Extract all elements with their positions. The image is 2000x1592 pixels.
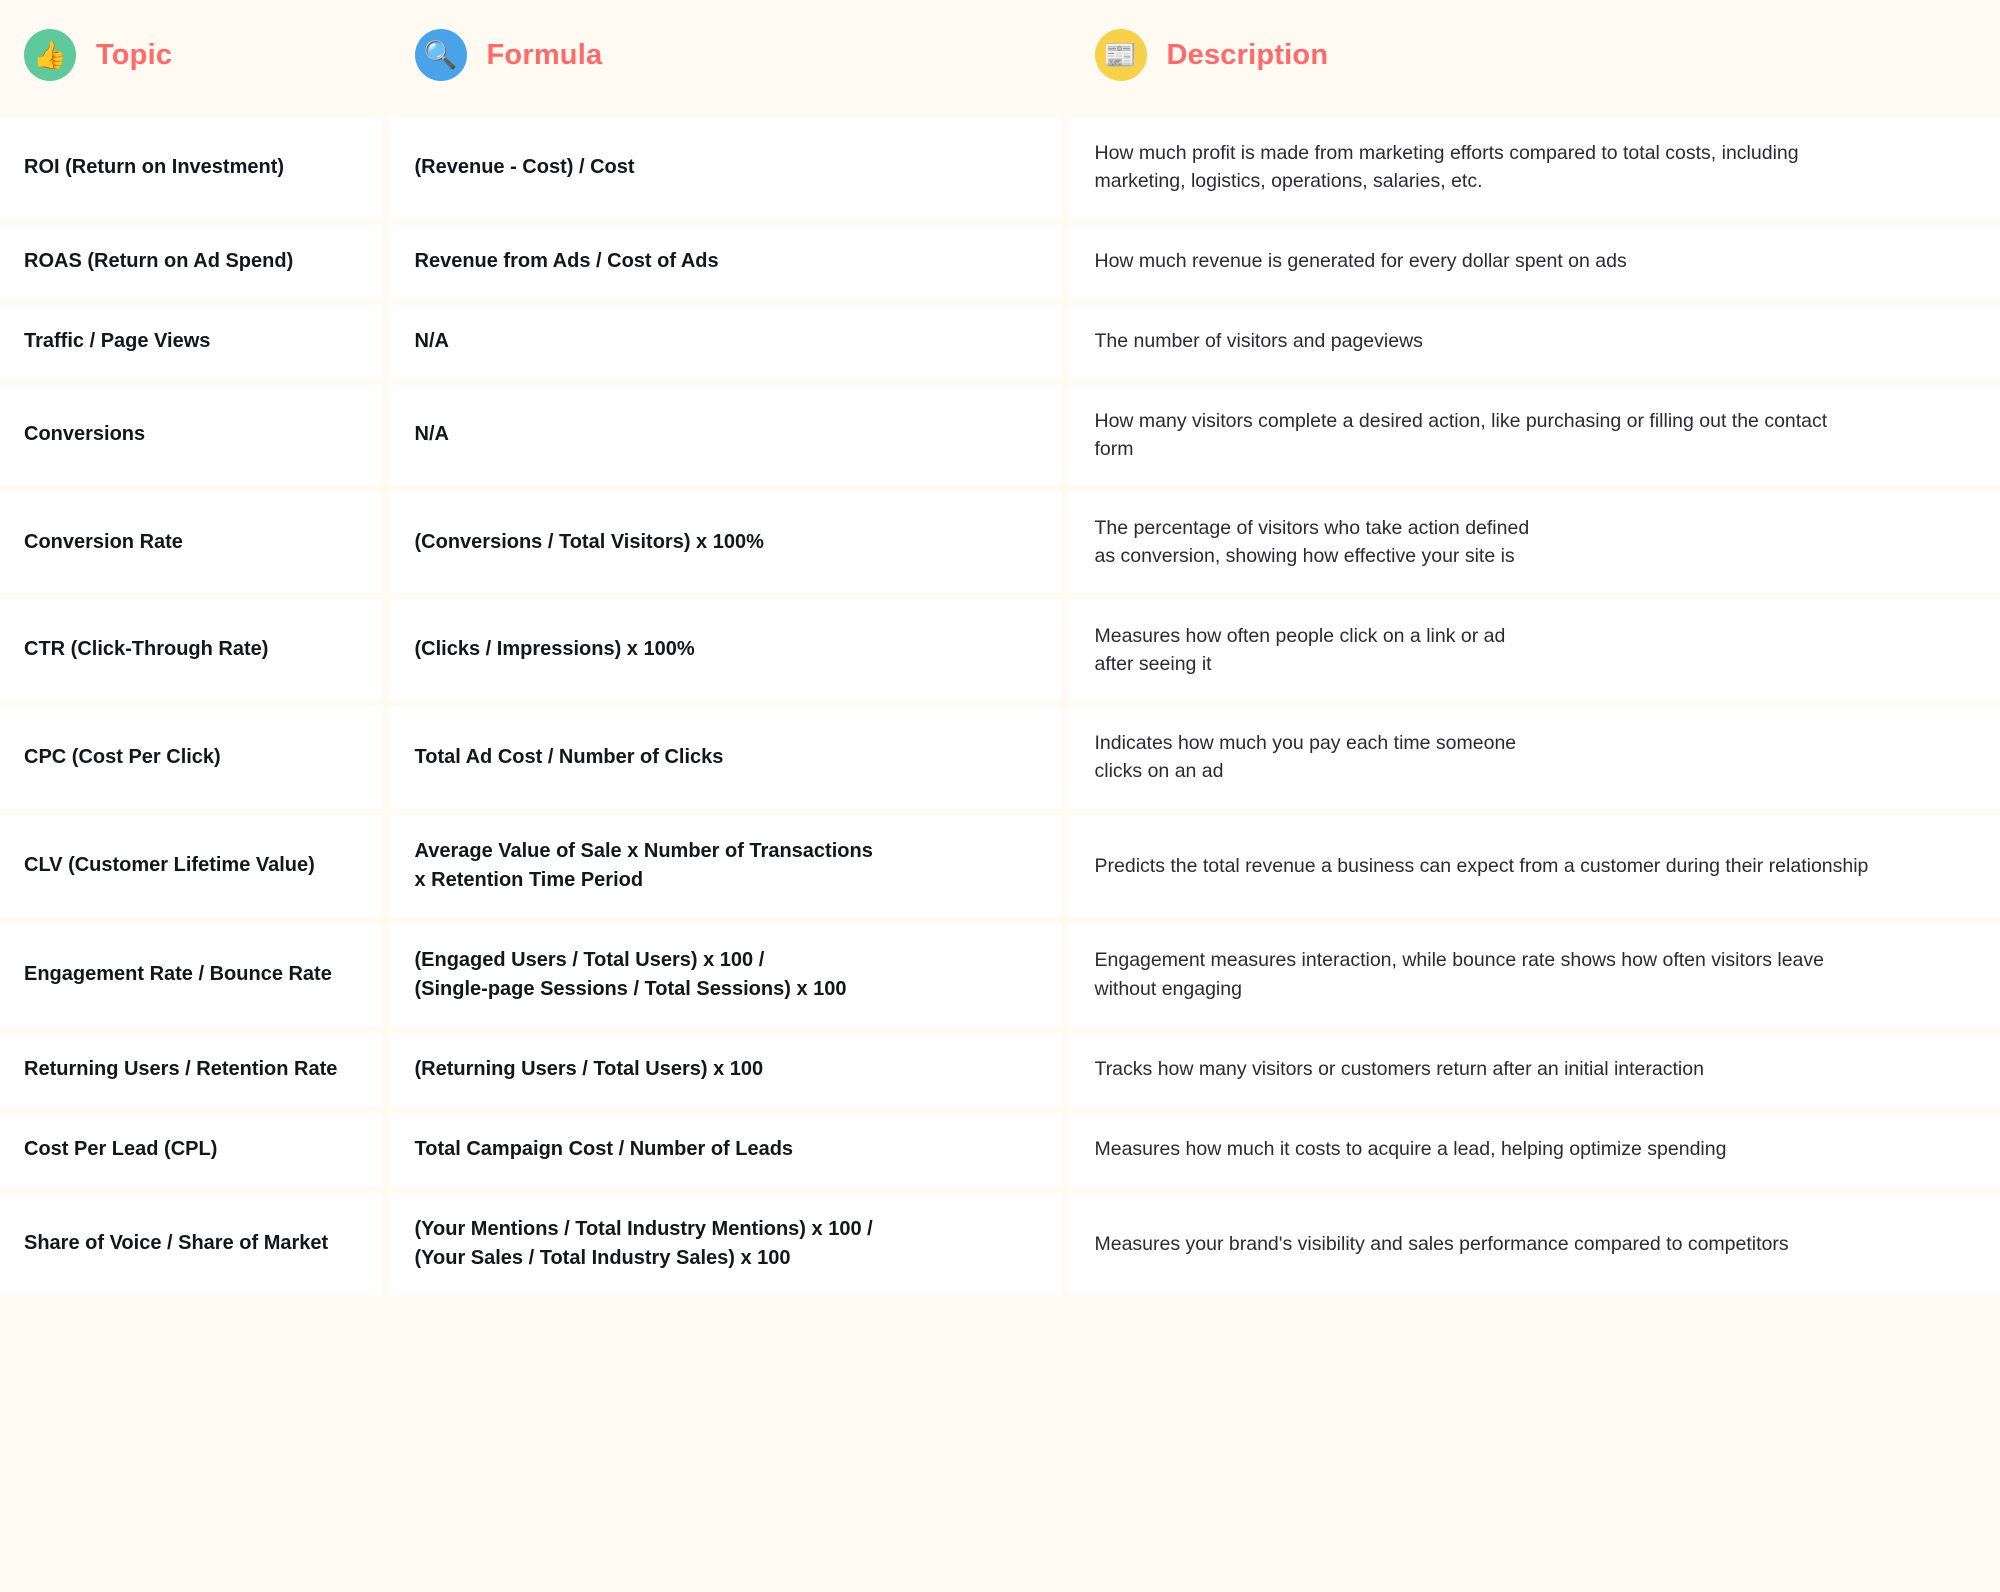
formula-line: Total Ad Cost / Number of Clicks — [414, 745, 724, 768]
header-row — [0, 0, 2000, 114]
description-cell — [1065, 920, 2000, 1029]
formula-cell — [385, 489, 1065, 597]
column-header-formula-label: Formula — [486, 38, 603, 71]
formula-line: (Clicks / Impressions) x 100% — [414, 638, 695, 661]
topic-cell: Traffic / Page Views — [0, 301, 385, 381]
formula-line: (Engaged Users / Total Users) x 100 / — [414, 948, 765, 971]
formula-cell — [385, 596, 1065, 704]
table-row — [0, 920, 2000, 1029]
formula-line: (Single-page Sessions / Total Sessions) x 100 — [414, 977, 847, 1000]
topic-cell: Returning Users / Retention Rate — [0, 1029, 385, 1109]
description-line: Tracks how many visitors or customers return after an initial interaction — [1094, 1058, 1704, 1081]
table-row — [0, 811, 2000, 920]
table-header — [0, 0, 2000, 114]
formula-line: N/A — [414, 329, 449, 352]
formula-cell — [385, 811, 1065, 920]
table-row — [0, 489, 2000, 597]
topic-cell: CPC (Cost Per Click) — [0, 704, 385, 812]
topic-cell: Conversions — [0, 381, 385, 489]
formula-line: (Your Mentions / Total Industry Mentions) x 100 / — [414, 1217, 873, 1240]
formula-cell — [385, 920, 1065, 1029]
table-row — [0, 114, 2000, 222]
formula-line: Average Value of Sale x Number of Transactions — [414, 839, 873, 862]
table-row — [0, 301, 2000, 381]
topic-cell: Cost Per Lead (CPL) — [0, 1109, 385, 1189]
formula-cell — [385, 704, 1065, 812]
description-line: The number of visitors and pageviews — [1094, 329, 1423, 352]
formula-line: N/A — [414, 423, 449, 446]
topic-cell: CTR (Click-Through Rate) — [0, 596, 385, 704]
column-header-description-label: Description — [1166, 38, 1329, 71]
description-line: How much revenue is generated for every dollar spent on ads — [1094, 249, 1627, 272]
description-line: marketing, logistics, operations, salaries, etc. — [1094, 170, 1483, 193]
column-header-formula — [385, 0, 1065, 114]
column-header-description — [1065, 0, 2000, 114]
thumbs-up-icon: 👍 — [24, 29, 76, 81]
formula-cell — [385, 381, 1065, 489]
formula-line: (Returning Users / Total Users) x 100 — [414, 1057, 764, 1080]
description-cell — [1065, 114, 2000, 222]
formula-cell — [385, 221, 1065, 301]
topic-cell: CLV (Customer Lifetime Value) — [0, 811, 385, 920]
description-line: Measures your brand's visibility and sales performance compared to competitors — [1094, 1232, 1789, 1255]
description-line: Engagement measures interaction, while bounce rate shows how often visitors leave — [1094, 949, 1824, 972]
description-line: as conversion, showing how effective your site is — [1094, 545, 1515, 568]
table-row — [0, 596, 2000, 704]
description-line: How many visitors complete a desired action, like purchasing or filling out the contact — [1094, 409, 1828, 432]
topic-cell: ROAS (Return on Ad Spend) — [0, 221, 385, 301]
description-cell — [1065, 704, 2000, 812]
description-line: Measures how much it costs to acquire a lead, helping optimize spending — [1094, 1138, 1727, 1161]
table-row — [0, 1189, 2000, 1295]
description-cell — [1065, 1109, 2000, 1189]
description-line: Measures how often people click on a link or ad — [1094, 624, 1506, 647]
description-line: without engaging — [1094, 977, 1242, 1000]
formula-line: (Revenue - Cost) / Cost — [414, 155, 635, 178]
formula-line: (Conversions / Total Visitors) x 100% — [414, 530, 764, 553]
table-row — [0, 704, 2000, 812]
description-line: form — [1094, 437, 1134, 460]
description-cell — [1065, 596, 2000, 704]
description-line: after seeing it — [1094, 652, 1212, 675]
newspaper-icon: 📰 — [1095, 29, 1147, 81]
description-cell — [1065, 221, 2000, 301]
formula-cell — [385, 301, 1065, 381]
column-header-topic — [0, 0, 385, 114]
description-line: Indicates how much you pay each time someone — [1094, 732, 1517, 755]
topic-cell: Engagement Rate / Bounce Rate — [0, 920, 385, 1029]
formula-cell — [385, 114, 1065, 222]
formula-cell — [385, 1189, 1065, 1295]
formula-line: x Retention Time Period — [414, 868, 644, 891]
table-body — [0, 114, 2000, 1295]
magnifier-icon: 🔍 — [415, 29, 467, 81]
description-cell — [1065, 811, 2000, 920]
table-row — [0, 1029, 2000, 1109]
formula-line: Revenue from Ads / Cost of Ads — [414, 249, 719, 272]
description-cell — [1065, 489, 2000, 597]
formula-cell — [385, 1109, 1065, 1189]
description-line: The percentage of visitors who take action defined — [1094, 517, 1530, 540]
description-cell — [1065, 381, 2000, 489]
column-header-topic-label: Topic — [96, 38, 173, 71]
formula-cell — [385, 1029, 1065, 1109]
formula-line: (Your Sales / Total Industry Sales) x 100 — [414, 1246, 791, 1269]
table-row — [0, 1109, 2000, 1189]
description-line: Predicts the total revenue a business can expect from a customer during their relationship — [1094, 854, 1869, 877]
description-cell — [1065, 1189, 2000, 1295]
table-row — [0, 381, 2000, 489]
formula-line: Total Campaign Cost / Number of Leads — [414, 1137, 794, 1160]
topic-cell: ROI (Return on Investment) — [0, 114, 385, 222]
description-cell — [1065, 301, 2000, 381]
topic-cell: Conversion Rate — [0, 489, 385, 597]
table-row — [0, 221, 2000, 301]
description-line: How much profit is made from marketing efforts compared to total costs, including — [1094, 142, 1799, 164]
description-cell — [1065, 1029, 2000, 1109]
description-line: clicks on an ad — [1094, 760, 1224, 783]
topic-cell: Share of Voice / Share of Market — [0, 1189, 385, 1295]
